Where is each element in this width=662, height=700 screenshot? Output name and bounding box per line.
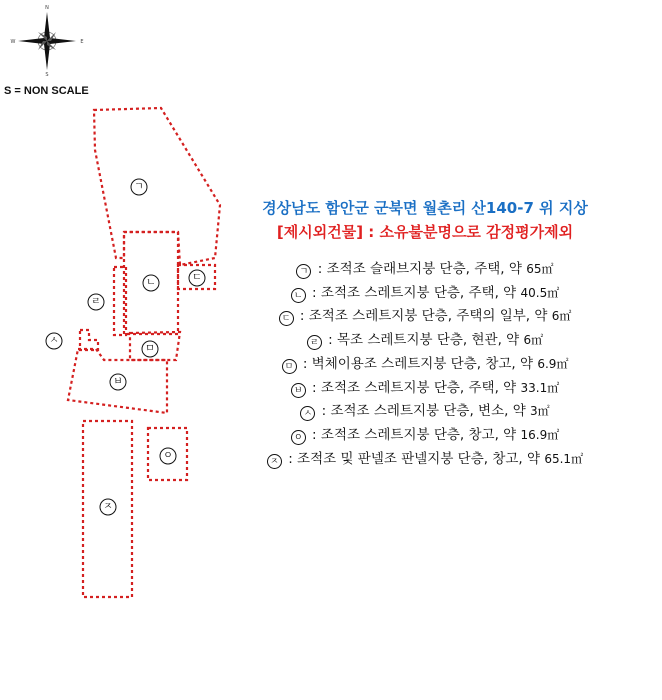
plot-entry: ㄱ : 조적조 슬래브지붕 단층, 주택, 약 65㎡ bbox=[190, 258, 660, 282]
plot-entry-symbol: ㅁ bbox=[282, 359, 297, 374]
plot-entry-unit: ㎡ bbox=[547, 427, 560, 442]
plot-entry-list bbox=[190, 258, 660, 471]
plot-entry-area: 16.9 bbox=[520, 427, 548, 442]
plot-entry-unit: ㎡ bbox=[571, 451, 584, 466]
plot-entry-description: 조적조 스레트지붕 단층, 변소, 약 bbox=[330, 403, 526, 420]
compass-east-label: E bbox=[80, 39, 84, 45]
plot-entry-area: 6.9 bbox=[537, 356, 557, 371]
plot-entry: ㄹ : 목조 스레트지붕 단층, 현관, 약 6㎡ bbox=[190, 329, 660, 353]
compass-west-label: W bbox=[10, 39, 16, 45]
plot-entry-unit: ㎡ bbox=[559, 309, 572, 324]
plot-entry-symbol: ㄷ bbox=[279, 311, 294, 326]
plot-entry-area: 65 bbox=[526, 262, 542, 276]
plot-entry: ㅂ : 조적조 스레트지붕 단층, 주택, 약 33.1㎡ bbox=[190, 377, 660, 401]
plot-entry-area: 6 bbox=[551, 309, 560, 324]
svg-text:ㄱ: ㄱ bbox=[134, 181, 144, 193]
plot-entry-symbol: ㅈ bbox=[267, 454, 282, 469]
plot-entry-symbol: ㅂ bbox=[291, 383, 306, 398]
plot-entry-description: 조적조 스레트지붕 단층, 주택, 약 bbox=[320, 379, 517, 396]
plot-tag-rieul bbox=[88, 294, 104, 310]
plot-tag-nieun bbox=[143, 275, 159, 291]
plot-entry-unit: ㎡ bbox=[531, 333, 544, 348]
plot-entry-unit: ㎡ bbox=[541, 262, 554, 276]
compass-rose-icon bbox=[11, 5, 84, 78]
plot-entry-unit: ㎡ bbox=[547, 285, 560, 300]
plot-tag-siot bbox=[46, 333, 62, 349]
plot-entry-symbol: ㄱ bbox=[296, 264, 311, 279]
plot-entry-area: 40.5 bbox=[520, 285, 548, 300]
plot-entry: ㄷ : 조적조 스레트지붕 단층, 주택의 일부, 약 6㎡ bbox=[190, 305, 660, 329]
plot-entry-area: 6 bbox=[523, 333, 532, 348]
plot-entry-unit: ㎡ bbox=[547, 380, 560, 395]
exclusion-note: [제시외건물] : 소유불분명으로 감정평가제외 bbox=[276, 223, 574, 241]
address-title: 경상남도 함안군 군북면 월촌리 산140-7 위 지상 bbox=[262, 199, 588, 217]
svg-text:ㅇ: ㅇ bbox=[163, 450, 173, 462]
svg-text:ㄴ: ㄴ bbox=[146, 277, 156, 289]
plot-tag-jieut bbox=[100, 499, 116, 515]
plot-entry-description: 벽체이용조 스레트지붕 단층, 창고, 약 bbox=[311, 355, 534, 372]
plot-entry: ㅅ : 조적조 스레트지붕 단층, 변소, 약 3㎡ bbox=[190, 400, 660, 424]
plot-entry: ㅈ : 조적조 및 판넬조 판넬지붕 단층, 창고, 약 65.1㎡ bbox=[190, 448, 660, 472]
plot-entry-description: 목조 스레트지붕 단층, 현관, 약 bbox=[336, 332, 520, 349]
plot-entry-unit: ㎡ bbox=[537, 404, 550, 419]
svg-text:ㅁ: ㅁ bbox=[145, 343, 155, 355]
plot-entry: ㅁ : 벽체이용조 스레트지붕 단층, 창고, 약 6.9㎡ bbox=[190, 353, 660, 377]
plot-entry-symbol: ㄴ bbox=[291, 288, 306, 303]
plot-tag-giyeok bbox=[131, 179, 147, 195]
svg-text:ㅅ: ㅅ bbox=[49, 335, 59, 347]
scale-note: S = NON SCALE bbox=[4, 85, 89, 97]
plot-entry-symbol: ㄹ bbox=[307, 335, 322, 350]
svg-text:ㄷ: ㄷ bbox=[192, 272, 202, 284]
plot-entry-description: 조적조 스레트지붕 단층, 주택의 일부, 약 bbox=[308, 308, 548, 325]
plot-entry-area: 33.1 bbox=[520, 380, 548, 395]
plot-tag-ieung bbox=[160, 448, 176, 464]
plot-entry-area: 65.1 bbox=[544, 451, 572, 466]
plot-entry-area: 3 bbox=[530, 404, 538, 419]
plot-entry-symbol: ㅅ bbox=[300, 406, 315, 421]
plot-tag-mieum bbox=[142, 341, 158, 357]
plot-legend bbox=[190, 196, 660, 471]
plot-tag-bieup bbox=[110, 374, 126, 390]
plot-entry-description: 조적조 스레트지붕 단층, 창고, 약 bbox=[320, 426, 517, 443]
svg-text:ㄹ: ㄹ bbox=[91, 296, 101, 308]
plot-entry-symbol: ㅇ bbox=[291, 430, 306, 445]
plot-entry: ㄴ : 조적조 스레트지붕 단층, 주택, 약 40.5㎡ bbox=[190, 282, 660, 306]
compass-south-label: S bbox=[45, 72, 49, 78]
svg-text:ㅂ: ㅂ bbox=[113, 376, 123, 388]
compass-north-label: N bbox=[45, 5, 49, 11]
plot-entry: ㅇ : 조적조 스레트지붕 단층, 창고, 약 16.9㎡ bbox=[190, 424, 660, 448]
svg-text:ㅈ: ㅈ bbox=[103, 501, 113, 513]
plot-entry-description: 조적조 스레트지붕 단층, 주택, 약 bbox=[320, 284, 517, 301]
plot-entry-description: 조적조 및 판넬조 판넬지붕 단층, 창고, 약 bbox=[297, 450, 541, 467]
plot-entry-unit: ㎡ bbox=[556, 356, 569, 371]
plot-outline-siot bbox=[80, 330, 98, 350]
plot-entry-description: 조적조 슬래브지붕 단층, 주택, 약 bbox=[326, 261, 522, 277]
